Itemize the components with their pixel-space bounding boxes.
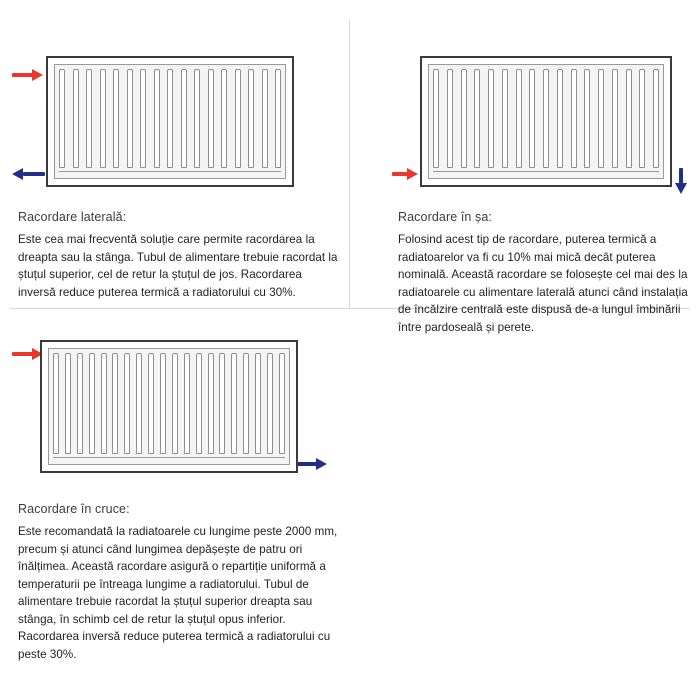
caption-body-cross: Este recomandată la radiatoarele cu lungime peste 2000 mm, precum și atunci când lungimea depășește de patru ori înălțimea. Această racordare asigură o repartiție uniformă a temperaturii pe întreaga lungime a radiatorului. Tubul de alimentare trebuie racordat la ștuțul superior dreapta sau stânga, în schimb cel de retur la ștuțul opus inferior. Racordarea inversă reduce puterea termică a radiatorului cu peste 30%. bbox=[18, 525, 338, 661]
panel-lateral-connection bbox=[8, 18, 348, 303]
radiator-panel-inner bbox=[428, 64, 664, 179]
vertical-divider bbox=[349, 20, 350, 308]
radiator-body bbox=[46, 56, 294, 187]
radiator-fins bbox=[59, 69, 281, 168]
panel-saddle-connection bbox=[360, 18, 692, 334]
caption-title-cross: Racordare în cruce: bbox=[18, 502, 130, 516]
caption-body-saddle: Folosind acest tip de racordare, puterea termică a radiatoarelor va fi cu 10% mai mică decât puterea nominală. Această racordare se folosește cel mai des la radiatoarele cu alimentare laterală atunci când instalația de încălzire centrală este dispusă de-a lungul îmbinării între pardoseală și perete. bbox=[398, 233, 688, 334]
radiator-fins bbox=[433, 69, 659, 168]
radiator-base-line bbox=[433, 171, 659, 172]
caption-title-saddle: Racordare în șa: bbox=[398, 210, 493, 224]
radiator-fins bbox=[53, 353, 285, 454]
caption-title-lateral: Racordare laterală: bbox=[18, 210, 127, 224]
radiator-body bbox=[420, 56, 672, 187]
caption-body-lateral: Este cea mai frecventă soluție care permite racordarea la dreapta sau la stânga. Tubul de alimentare trebuie racordat la ștuțul superior, cel de retur la ștuțul de jos. Racordarea inversă reduce puterea termică a radiatorului cu 30%. bbox=[18, 233, 338, 299]
caption-lateral bbox=[18, 210, 338, 301]
radiator-panel-inner bbox=[54, 64, 286, 179]
radiator-base-line bbox=[59, 171, 281, 172]
radiator-body bbox=[40, 340, 298, 473]
radiator-panel-inner bbox=[48, 348, 290, 465]
panel-cross-connection bbox=[8, 320, 348, 690]
caption-saddle bbox=[398, 210, 698, 336]
caption-cross bbox=[18, 502, 338, 663]
radiator-base-line bbox=[53, 457, 285, 458]
